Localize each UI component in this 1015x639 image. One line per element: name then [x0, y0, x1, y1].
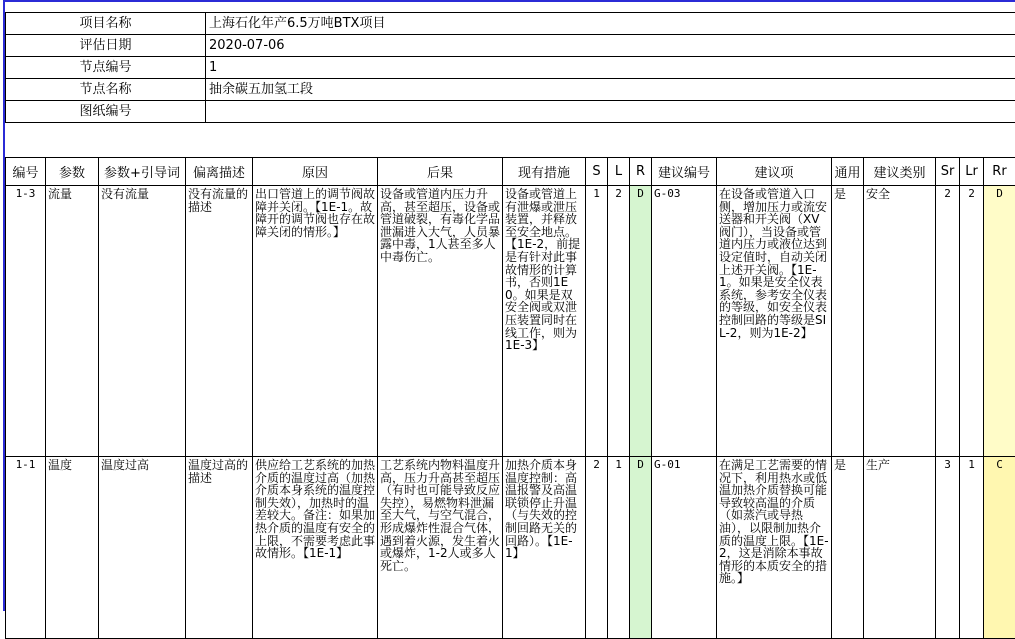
cell-lr[interactable]: 2 — [960, 186, 984, 457]
col-header-guide: 参数+引导词 — [99, 158, 186, 186]
col-header-category: 建议类别 — [864, 158, 936, 186]
cell-category[interactable]: 生产 — [864, 457, 936, 639]
node-no-label: 节点编号 — [6, 57, 206, 79]
cell-rr[interactable]: D — [984, 186, 1015, 457]
cell-s[interactable]: 2 — [586, 457, 608, 639]
cell-category[interactable]: 安全 — [864, 186, 936, 457]
info-row-node-no — [6, 57, 1015, 79]
info-row-project-name — [6, 13, 1015, 35]
eval-date-value[interactable]: 2020-07-06 — [206, 35, 1015, 57]
info-row-drawing-no — [6, 101, 1015, 123]
project-info-table — [5, 12, 1015, 123]
col-header-cause: 原因 — [253, 158, 378, 186]
node-name-label: 节点名称 — [6, 79, 206, 101]
info-row-node-name — [6, 79, 1015, 101]
col-header-rec-no: 建议编号 — [652, 158, 717, 186]
cell-consequence[interactable]: 工艺系统内物料温度升高，压力升高甚至超压（有时也可能导致反应失控），易燃物料泄漏至大气，与空气混合，形成爆炸性混合气体，遇到着火源，发生着火或爆炸，1-2人或多人死亡。 — [378, 457, 503, 639]
node-no-value[interactable]: 1 — [206, 57, 1015, 79]
cell-measures[interactable]: 加热介质本身温度控制：高温报警及高温联锁停止升温（与失效的控制回路无关的回路）。【1E-1】 — [503, 457, 586, 639]
project-name-value[interactable]: 上海石化年产6.5万吨BTX项目 — [206, 13, 1015, 35]
project-name-label: 项目名称 — [6, 13, 206, 35]
cell-guide[interactable]: 温度过高 — [99, 457, 186, 639]
cell-measures[interactable]: 设备或管道上有泄爆或泄压装置，并释放至安全地点。【1E-2，前提是有针对此事故情形的计算书，否则1E0。如果是双安全阀或双泄压装置同时在线工作，则为1E-3】 — [503, 186, 586, 457]
cell-sr[interactable]: 2 — [936, 186, 960, 457]
table-row[interactable] — [6, 457, 1015, 639]
col-header-r: R — [630, 158, 652, 186]
cell-id[interactable]: 1-1 — [6, 457, 46, 639]
drawing-no-label: 图纸编号 — [6, 101, 206, 123]
col-header-sr: Sr — [936, 158, 960, 186]
col-header-lr: Lr — [960, 158, 984, 186]
cell-r[interactable]: D — [630, 457, 652, 639]
cell-cause[interactable]: 出口管道上的调节阀故障并关闭。【1E-1。故障开的调节阀也存在故障关闭的情形。】 — [253, 186, 378, 457]
cell-param[interactable]: 流量 — [46, 186, 99, 457]
hazop-table — [5, 157, 1015, 639]
cell-r[interactable]: D — [630, 186, 652, 457]
col-header-l: L — [608, 158, 630, 186]
col-header-consequence: 后果 — [378, 158, 503, 186]
cell-sr[interactable]: 3 — [936, 457, 960, 639]
cell-common[interactable]: 是 — [832, 457, 864, 639]
cell-deviation[interactable]: 温度过高的描述 — [186, 457, 253, 639]
eval-date-label: 评估日期 — [6, 35, 206, 57]
cell-cause[interactable]: 供应给工艺系统的加热介质的温度过高（加热介质本身系统的温度控制失效），加热时的温差较大。备注：如果加热介质的温度有安全的上限，不需要考虑此事故情形。【1E-1】 — [253, 457, 378, 639]
cell-rr[interactable]: C — [984, 457, 1015, 639]
cell-rec[interactable]: 在满足工艺需要的情况下，利用热水或低温加热介质替换可能导致较高温的介质（如蒸汽或导热油），以限制加热介质的温度上限。【1E-2，这是消除本事故情形的本质安全的措施。】 — [717, 457, 832, 639]
cell-param[interactable]: 温度 — [46, 457, 99, 639]
info-row-eval-date — [6, 35, 1015, 57]
col-header-param: 参数 — [46, 158, 99, 186]
col-header-id: 编号 — [6, 158, 46, 186]
cell-lr[interactable]: 1 — [960, 457, 984, 639]
cell-common[interactable]: 是 — [832, 186, 864, 457]
col-header-rec: 建议项 — [717, 158, 832, 186]
cell-guide[interactable]: 没有流量 — [99, 186, 186, 457]
cell-s[interactable]: 1 — [586, 186, 608, 457]
cell-id[interactable]: 1-3 — [6, 186, 46, 457]
cell-rec-no[interactable]: G-01 — [652, 457, 717, 639]
node-name-value[interactable]: 抽余碳五加氢工段 — [206, 79, 1015, 101]
cell-deviation[interactable]: 没有流量的描述 — [186, 186, 253, 457]
table-row[interactable] — [6, 186, 1015, 457]
cell-consequence[interactable]: 设备或管道内压力升高，甚至超压，设备或管道破裂，有毒化学品泄漏进入大气，人员暴露中毒，1人甚至多人中毒伤亡。 — [378, 186, 503, 457]
cell-rec[interactable]: 在设备或管道入口侧，增加压力或流安送器和开关阀（XV阀门），当设备或管道内压力或液位达到设定值时，自动关闭上述开关阀。【1E-1。如果是安全仪表系统，参考安全仪表的等级，如安全仪表控制回路的等级是SIL-2，则为1E-2】 — [717, 186, 832, 457]
drawing-no-value[interactable] — [206, 101, 1015, 123]
col-header-measures: 现有措施 — [503, 158, 586, 186]
col-header-common: 通用 — [832, 158, 864, 186]
cell-rec-no[interactable]: G-03 — [652, 186, 717, 457]
col-header-rr: Rr — [984, 158, 1015, 186]
col-header-s: S — [586, 158, 608, 186]
table-header-row — [6, 158, 1015, 186]
cell-l[interactable]: 2 — [608, 186, 630, 457]
col-header-deviation: 偏离描述 — [186, 158, 253, 186]
cell-l[interactable]: 1 — [608, 457, 630, 639]
